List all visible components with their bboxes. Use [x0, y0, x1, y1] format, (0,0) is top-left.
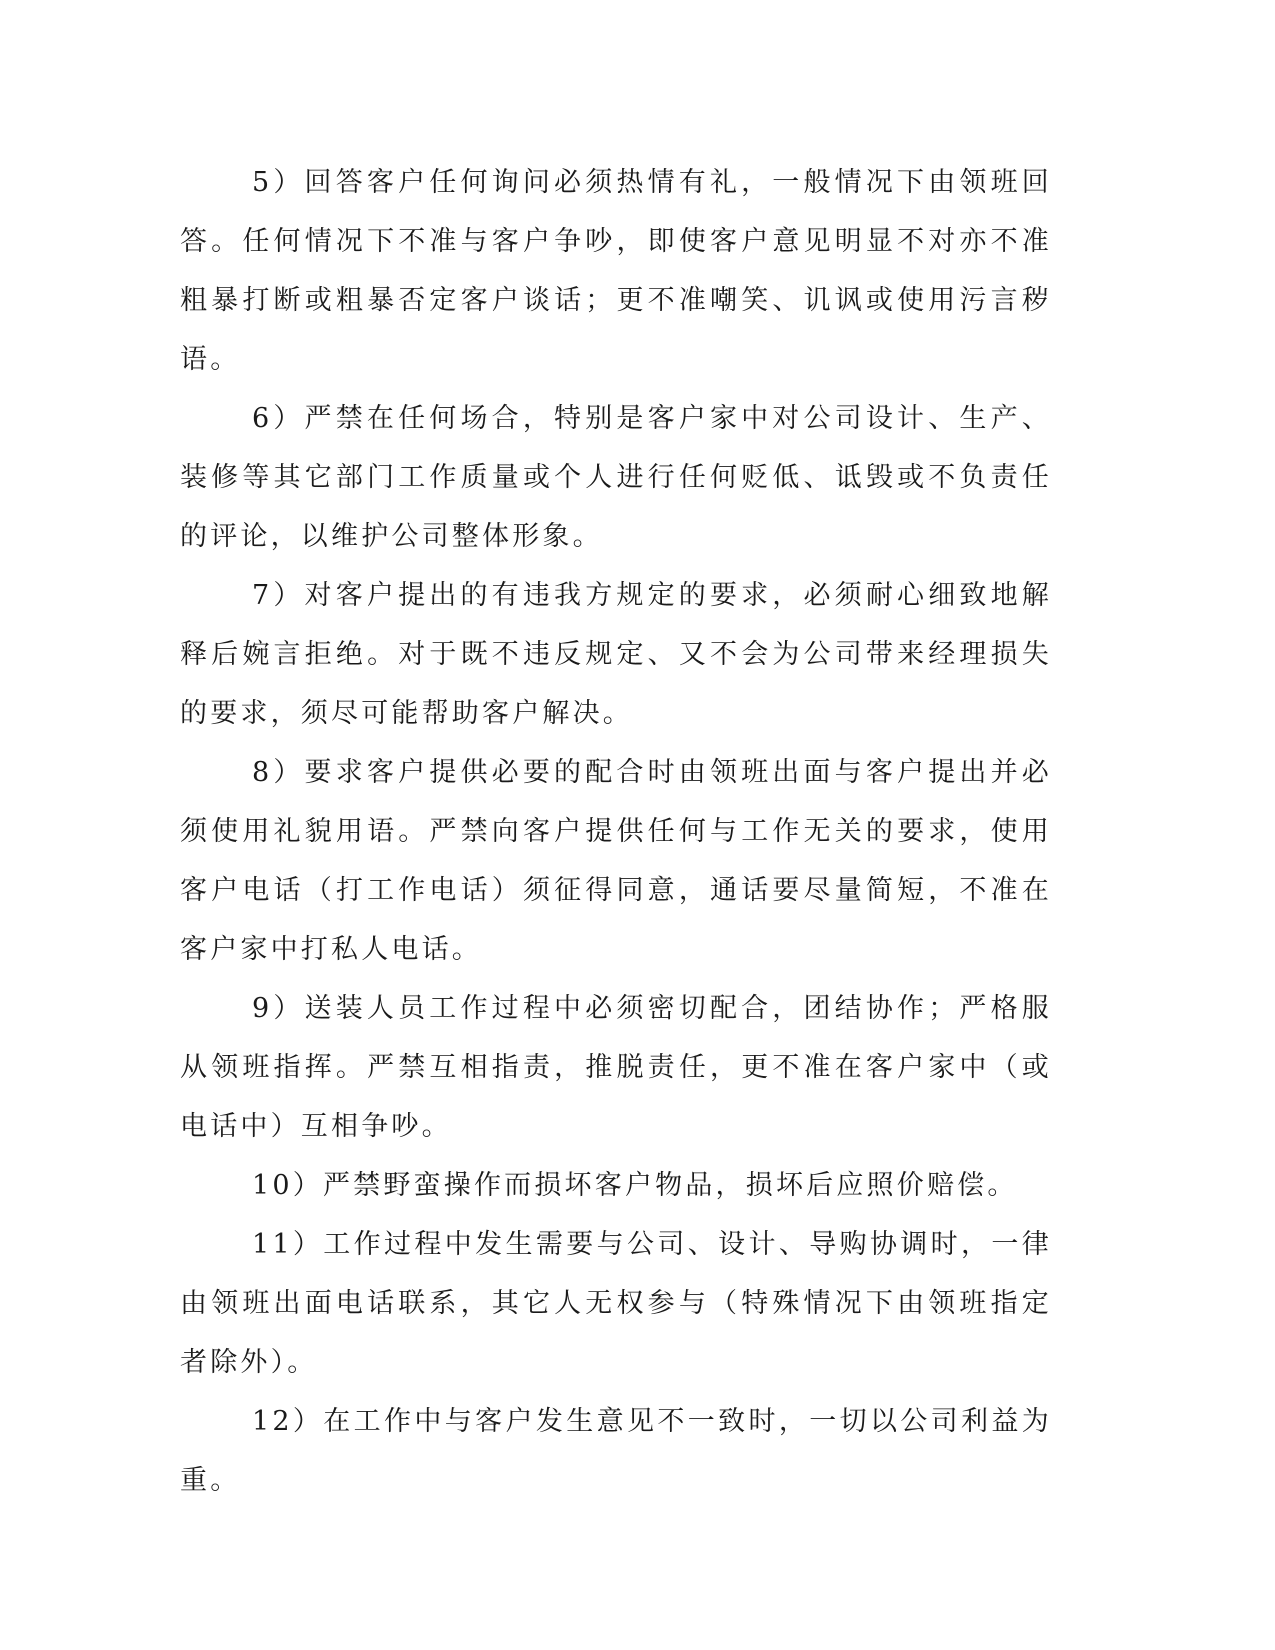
paragraph-item-7: 7）对客户提出的有违我方规定的要求，必须耐心细致地解释后婉言拒绝。对于既不违反规定、又不会为公司带来经理损失的要求，须尽可能帮助客户解决。 [180, 580, 1052, 729]
paragraph-item-6: 6）严禁在任何场合，特别是客户家中对公司设计、生产、装修等其它部门工作质量或个人进行任何贬低、诋毁或不负责任的评论，以维护公司整体形象。 [180, 403, 1052, 552]
document-body [180, 153, 1052, 1510]
paragraph-item-9: 9）送装人员工作过程中必须密切配合，团结协作；严格服从领班指挥。严禁互相指责，推脱责任，更不准在客户家中（或电话中）互相争吵。 [180, 993, 1052, 1142]
paragraph-item-8: 8）要求客户提供必要的配合时由领班出面与客户提出并必须使用礼貌用语。严禁向客户提供任何与工作无关的要求，使用客户电话（打工作电话）须征得同意，通话要尽量简短，不准在客户家中打私人电话。 [180, 757, 1052, 965]
paragraph-item-5: 5）回答客户任何询问必须热情有礼，一般情况下由领班回答。任何情况下不准与客户争吵，即使客户意见明显不对亦不准粗暴打断或粗暴否定客户谈话；更不准嘲笑、讥讽或使用污言秽语。 [180, 167, 1052, 375]
paragraph-item-10: 10）严禁野蛮操作而损坏客户物品，损坏后应照价赔偿。 [252, 1170, 1018, 1201]
paragraph-item-12: 12）在工作中与客户发生意见不一致时，一切以公司利益为重。 [180, 1406, 1052, 1496]
paragraph-item-11: 11）工作过程中发生需要与公司、设计、导购协调时，一律由领班出面电话联系，其它人无权参与（特殊情况下由领班指定者除外）。 [180, 1229, 1052, 1378]
